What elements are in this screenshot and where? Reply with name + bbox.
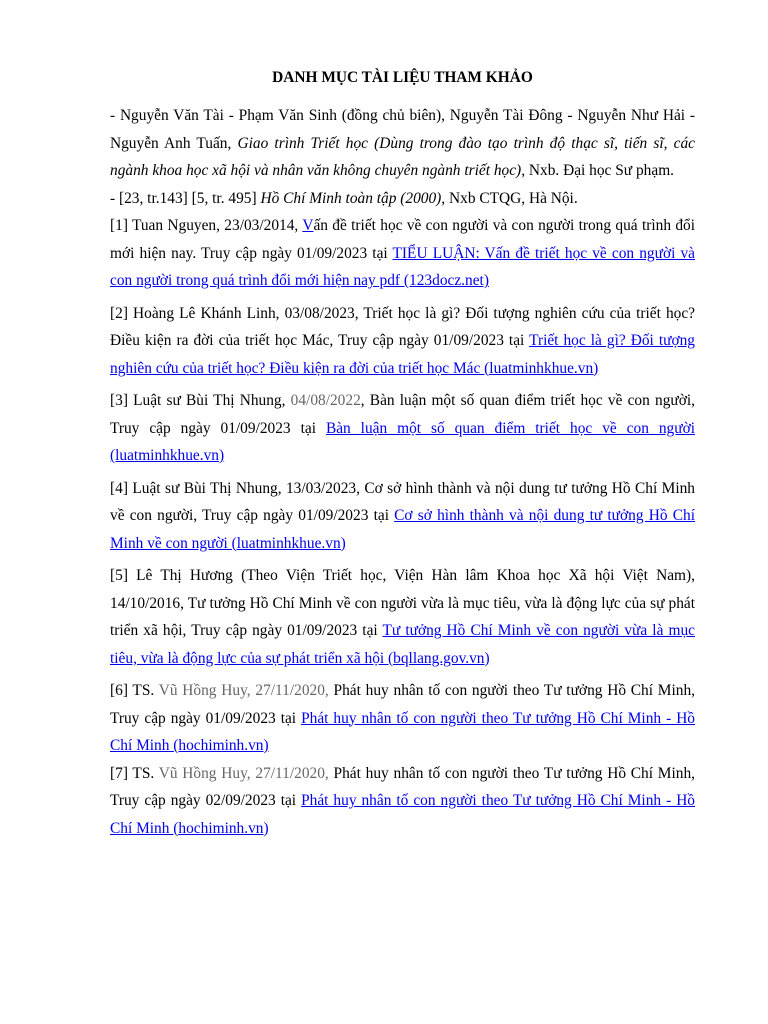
reference-text: [2] Hoàng Lê Khánh Linh, 03/08/2023, Triết học là gì? Đối tượng nghiên cứu của triết học? Điều kiện ra đời của triết học Mác, Truy cập ngày 01/09/2023 tại — [110, 304, 695, 349]
reference-2 — [110, 300, 695, 383]
reference-text: [5] Lê Thị Hương (Theo Viện Triết học, Viện Hàn lâm Khoa học Xã hội Việt Nam), 14/10/2016, Tư tưởng Hồ Chí Minh về con người vừa là mục tiêu, vừa là động lực của sự phát triển xã hội, Truy cập ngày 01/09/2023 tại — [110, 567, 695, 639]
reference-text: [7] TS. — [110, 764, 159, 782]
reference-text: , Nxb. Đại học Sư phạm. — [521, 162, 675, 179]
reference-link[interactable]: V — [302, 217, 314, 234]
reference-text: [1] Tuan Nguyen, 23/03/2014, — [110, 217, 303, 234]
reference-0 — [110, 102, 695, 185]
reference-link[interactable]: Triết học là gì? Đối tượng nghiên cứu của triết học? Điều kiện ra đời của triết học Mác (luatminhkhue.vn) — [110, 332, 695, 377]
reference-3 — [110, 387, 695, 470]
page-title: DANH MỤC TÀI LIỆU THAM KHẢO — [272, 69, 533, 86]
reference-text: Nxb CTQG, Hà Nội. — [445, 189, 578, 207]
reference-00 — [110, 185, 695, 213]
reference-book-title: Giao trình Triết học (Dùng trong đào tạo trình độ thạc sĩ, tiến sĩ, các ngành khoa học xã hội và nhân văn không chuyên ngành triết học) — [110, 134, 695, 179]
reference-link[interactable]: TIỂU LUẬN: Vấn đề triết học về con người và con người trong quá trình đổi mới hiện nay pdf (123docz.net) — [110, 244, 696, 289]
reference-text: - Nguyễn Văn Tài - Phạm Văn Sinh (đồng chủ biên), Nguyễn Tài Đông - Nguyễn Như Hải - Nguyễn Anh Tuấn, — [110, 107, 695, 152]
reference-date: 04/08/2022 — [290, 392, 361, 409]
reference-text: [4] Luật sư Bùi Thị Nhung, 13/03/2023, Cơ sở hình thành và nội dung tư tưởng Hồ Chí Minh về con người, Truy cập ngày 01/09/2023 tại — [110, 479, 695, 524]
reference-1 — [110, 212, 695, 295]
reference-text: [6] TS. — [110, 682, 159, 699]
reference-link[interactable]: Tư tưởng Hồ Chí Minh về con người vừa là mục tiêu, vừa là động lực của sự phát triển xã hội (bqllang.gov.vn) — [110, 622, 695, 667]
reference-author: Vũ Hồng Huy, 27/11/2020, — [158, 764, 329, 782]
reference-link[interactable]: Cơ sở hình thành và nội dung tư tưởng Hồ Chí Minh về con người (luatminhkhue.vn) — [110, 507, 695, 552]
reference-text: ấn đề triết học về con người và con người trong quá trình đổi mới hiện nay. Truy cập ngày 01/09/2023 tại — [110, 217, 696, 262]
document-page — [110, 64, 695, 842]
reference-text: Phát huy nhân tố con người theo Tư tưởng Hồ Chí Minh, Truy cập ngày 01/09/2023 tại — [110, 682, 695, 727]
reference-link[interactable]: Phát huy nhân tố con người theo Tư tưởng Hồ Chí Minh - Hồ Chí Minh (hochiminh.vn) — [110, 792, 696, 837]
reference-7 — [110, 760, 695, 843]
reference-link[interactable]: Phát huy nhân tố con người theo Tư tưởng Hồ Chí Minh - Hồ Chí Minh (hochiminh.vn) — [110, 709, 696, 754]
reference-book-title: Hồ Chí Minh toàn tập (2000), — [260, 189, 446, 207]
reference-text: - [23, tr.143] [5, tr. 495] — [110, 189, 261, 207]
reference-text: , Bàn luận một số quan điểm triết học về con người, Truy cập ngày 01/09/2023 tại — [110, 392, 695, 437]
reference-6 — [110, 677, 695, 760]
reference-author: Vũ Hồng Huy, 27/11/2020, — [158, 682, 329, 699]
reference-text: [3] Luật sư Bùi Thị Nhung, — [110, 392, 291, 409]
reference-text: Phát huy nhân tố con người theo Tư tưởng Hồ Chí Minh, Truy cập ngày 02/09/2023 tại — [110, 764, 695, 809]
reference-4 — [110, 475, 695, 558]
reference-5 — [110, 562, 695, 672]
reference-link[interactable]: Bàn luận một số quan điểm triết học về con người (luatminhkhue.vn) — [110, 419, 695, 464]
